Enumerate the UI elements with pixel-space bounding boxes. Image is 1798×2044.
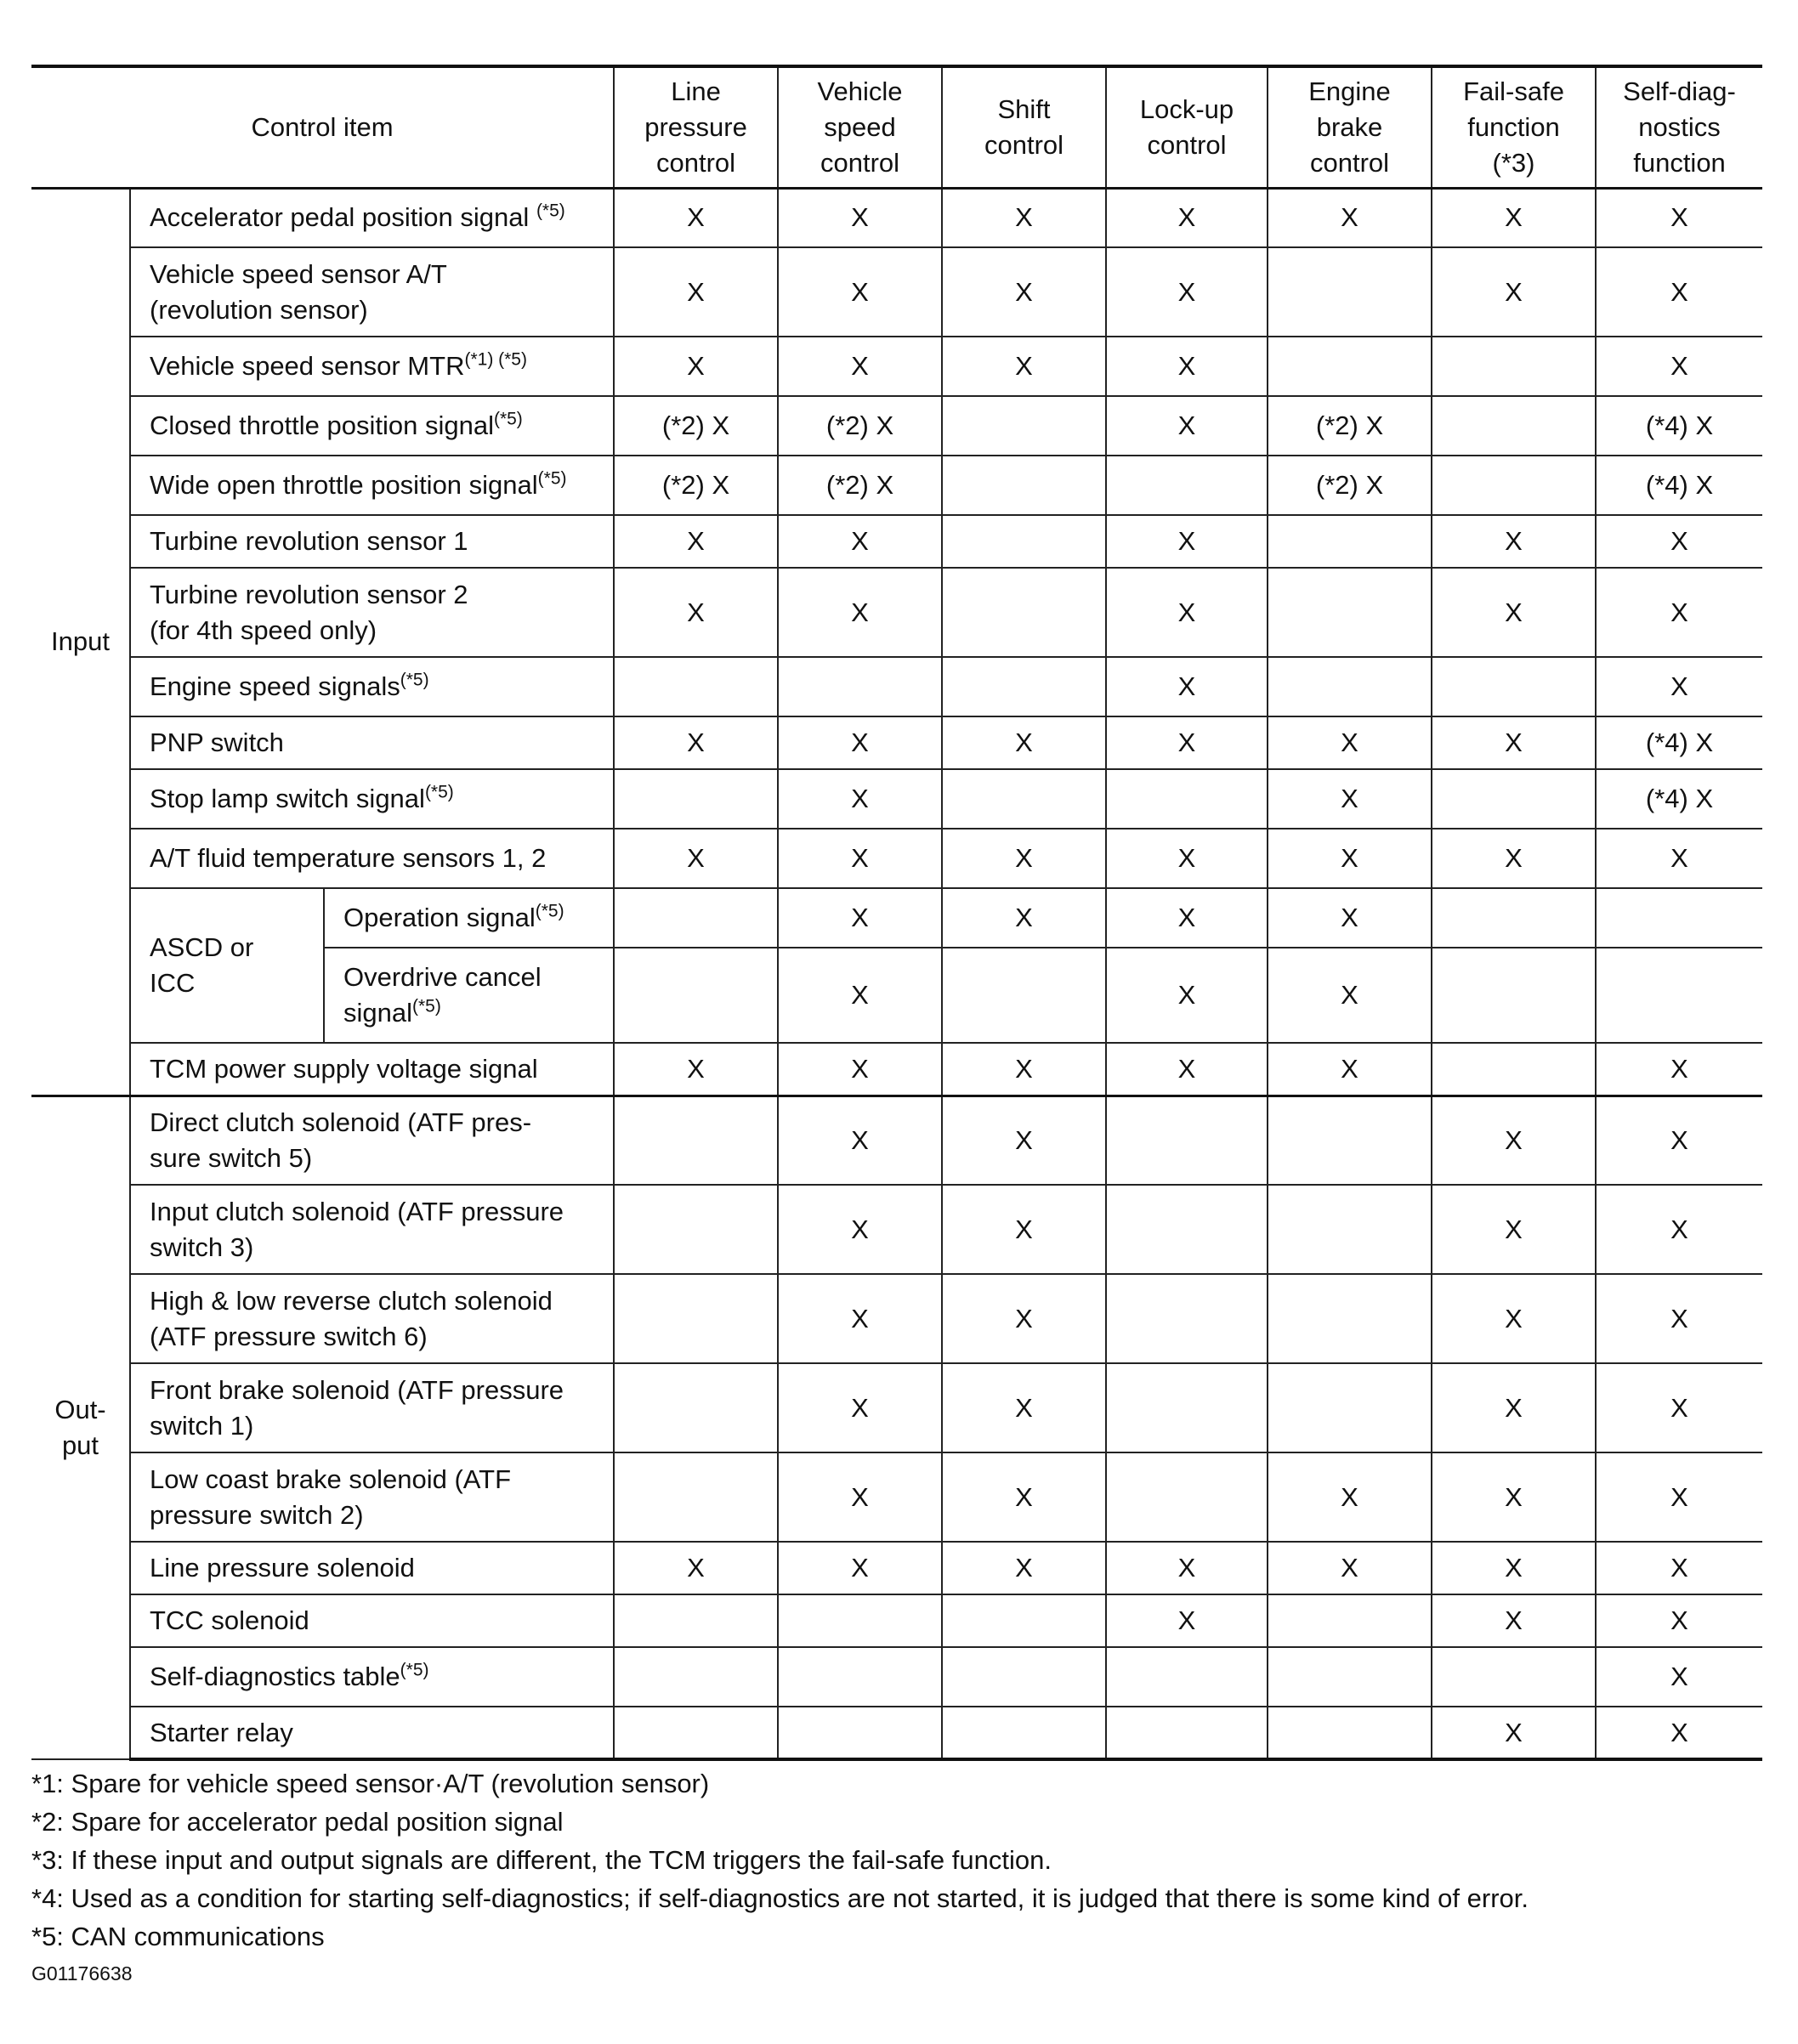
row-label <box>130 1594 614 1647</box>
mark-cell: (*2) X <box>614 456 778 515</box>
mark-cell: X <box>1596 568 1762 657</box>
mark-cell <box>778 1707 942 1759</box>
row-label <box>130 1043 614 1096</box>
header-line: Line <box>671 76 721 106</box>
mark-cell: X <box>778 948 942 1043</box>
control-item-document <box>31 65 1762 1985</box>
mark-cell <box>1432 948 1596 1043</box>
mark-cell <box>1596 888 1762 948</box>
mark-cell <box>1432 657 1596 716</box>
table-row <box>31 1185 1762 1274</box>
group-label-line: Out- <box>54 1394 106 1424</box>
row-label <box>130 657 614 716</box>
mark-cell: X <box>1432 1274 1596 1363</box>
row-label <box>130 515 614 568</box>
mark-cell <box>942 515 1106 568</box>
header-line: Shift <box>997 93 1051 124</box>
mark-cell <box>614 1707 778 1759</box>
label-line: Vehicle speed sensor MTR <box>150 351 465 381</box>
footnote: *2: Spare for accelerator pedal position signal <box>31 1807 564 1837</box>
label-line: A/T fluid temperature sensors 1, 2 <box>150 843 547 873</box>
mark-cell <box>1596 948 1762 1043</box>
mark-cell <box>1268 1274 1432 1363</box>
mark-cell: X <box>778 1096 942 1185</box>
mark-cell: X <box>778 1043 942 1096</box>
table-row <box>31 1707 1762 1759</box>
mark-cell <box>1106 1707 1268 1759</box>
table-row <box>31 1647 1762 1707</box>
col-lockup <box>1106 66 1268 188</box>
header-line: nostics <box>1638 111 1721 142</box>
mark-cell: X <box>1596 1363 1762 1452</box>
mark-cell: X <box>942 1096 1106 1185</box>
mark-cell <box>614 1096 778 1185</box>
mark-cell: X <box>1268 948 1432 1043</box>
table-row <box>31 657 1762 716</box>
mark-cell: (*2) X <box>1268 456 1432 515</box>
mark-cell <box>942 456 1106 515</box>
mark-cell: X <box>1432 716 1596 769</box>
mark-cell: X <box>1106 568 1268 657</box>
mark-cell: X <box>942 337 1106 396</box>
table-row <box>31 515 1762 568</box>
mark-cell: X <box>1268 769 1432 829</box>
mark-cell: X <box>942 247 1106 337</box>
table-row <box>31 247 1762 337</box>
mark-cell <box>1432 888 1596 948</box>
mark-cell <box>1432 456 1596 515</box>
row-label <box>324 948 614 1043</box>
label-line: Operation signal <box>343 903 536 932</box>
label-line: Self-diagnostics table <box>150 1662 400 1691</box>
mark-cell: X <box>1596 1647 1762 1707</box>
row-label <box>130 1274 614 1363</box>
label-line: Direct clutch solenoid (ATF pres- <box>150 1107 532 1137</box>
mark-cell: X <box>778 716 942 769</box>
mark-cell: X <box>778 829 942 888</box>
mark-cell: X <box>614 1043 778 1096</box>
label-line: Engine speed signals <box>150 671 400 701</box>
mark-cell: (*4) X <box>1596 769 1762 829</box>
header-line: Engine <box>1308 76 1391 106</box>
mark-cell <box>778 1594 942 1647</box>
header-line: Fail-safe <box>1463 76 1564 106</box>
label-line: sure switch 5) <box>150 1142 313 1173</box>
header-line: control <box>820 147 900 178</box>
mark-cell: X <box>1106 657 1268 716</box>
mark-cell <box>1106 1647 1268 1707</box>
mark-cell: X <box>778 888 942 948</box>
table-row <box>31 829 1762 888</box>
mark-cell: X <box>1268 888 1432 948</box>
label-line: switch 1) <box>150 1410 254 1441</box>
mark-cell: X <box>942 1185 1106 1274</box>
label-line: TCM power supply voltage signal <box>150 1053 538 1084</box>
mark-cell <box>1268 247 1432 337</box>
mark-cell <box>1106 456 1268 515</box>
table-row <box>31 337 1762 396</box>
col-control-item: Control item <box>31 66 614 188</box>
footnote: *5: CAN communications <box>31 1922 325 1951</box>
footnote-ref: (*5) <box>536 201 565 221</box>
row-label <box>130 337 614 396</box>
mark-cell: X <box>1106 888 1268 948</box>
mark-cell: X <box>942 1043 1106 1096</box>
mark-cell: X <box>1268 716 1432 769</box>
header-line: pressure <box>644 111 747 142</box>
mark-cell: X <box>614 247 778 337</box>
mark-cell <box>1268 1096 1432 1185</box>
row-label <box>130 247 614 337</box>
mark-cell <box>1268 1647 1432 1707</box>
control-item-table <box>31 65 1762 1761</box>
mark-cell: X <box>1106 1594 1268 1647</box>
col-failsafe <box>1432 66 1596 188</box>
table-row <box>31 188 1762 247</box>
footnote-ref: (*5) <box>493 409 523 429</box>
label-line: Vehicle speed sensor A/T <box>150 258 447 289</box>
mark-cell <box>614 769 778 829</box>
mark-cell <box>942 568 1106 657</box>
label-line: Line pressure solenoid <box>150 1553 415 1583</box>
mark-cell <box>942 657 1106 716</box>
row-label <box>130 1707 614 1759</box>
mark-cell: X <box>1106 829 1268 888</box>
mark-cell: X <box>778 769 942 829</box>
header-line: brake <box>1316 111 1383 142</box>
footnote-ref: (*5) <box>400 1660 429 1680</box>
mark-cell: X <box>1432 1542 1596 1594</box>
label-line: Starter relay <box>150 1717 293 1747</box>
mark-cell: (*2) X <box>614 396 778 456</box>
mark-cell: X <box>1596 1185 1762 1274</box>
table-row <box>31 1043 1762 1096</box>
footnote-ref: (*5) <box>535 901 564 921</box>
mark-cell <box>1268 1363 1432 1452</box>
mark-cell <box>1268 1185 1432 1274</box>
table-row <box>31 1363 1762 1452</box>
col-engine-brake <box>1268 66 1432 188</box>
mark-cell: X <box>778 1274 942 1363</box>
group-ascd <box>130 888 324 1043</box>
mark-cell <box>614 1452 778 1542</box>
col-vehicle-speed <box>778 66 942 188</box>
mark-cell: X <box>1596 188 1762 247</box>
row-label <box>130 769 614 829</box>
mark-cell <box>942 396 1106 456</box>
mark-cell: X <box>1268 829 1432 888</box>
mark-cell: X <box>778 337 942 396</box>
label-line: Wide open throttle position signal <box>150 470 538 500</box>
mark-cell <box>942 948 1106 1043</box>
mark-cell <box>1268 1594 1432 1647</box>
label-line: Closed throttle position signal <box>150 410 494 440</box>
mark-cell <box>614 1363 778 1452</box>
mark-cell: X <box>614 188 778 247</box>
mark-cell: X <box>1106 247 1268 337</box>
label-line: PNP switch <box>150 728 284 757</box>
mark-cell: X <box>1106 396 1268 456</box>
table-row <box>31 769 1762 829</box>
mark-cell: (*4) X <box>1596 716 1762 769</box>
group-label-line: ASCD or <box>150 932 254 962</box>
mark-cell <box>942 1594 1106 1647</box>
group-output <box>31 1096 130 1759</box>
mark-cell: X <box>778 247 942 337</box>
table-row <box>31 1594 1762 1647</box>
label-line: signal <box>343 998 412 1028</box>
mark-cell: X <box>778 188 942 247</box>
mark-cell <box>1432 337 1596 396</box>
mark-cell: X <box>614 515 778 568</box>
header-line: (*3) <box>1492 147 1535 178</box>
table-row <box>31 888 1762 948</box>
col-line-pressure <box>614 66 778 188</box>
mark-cell: X <box>1596 1043 1762 1096</box>
mark-cell: X <box>1106 515 1268 568</box>
mark-cell: X <box>778 568 942 657</box>
mark-cell: X <box>1432 515 1596 568</box>
header-line: speed <box>824 111 896 142</box>
mark-cell: (*2) X <box>778 396 942 456</box>
table-row <box>31 1542 1762 1594</box>
label-line: Turbine revolution sensor 1 <box>150 526 468 556</box>
mark-cell: X <box>1432 1707 1596 1759</box>
mark-cell: X <box>1596 1594 1762 1647</box>
header-line: control <box>655 147 736 178</box>
mark-cell: X <box>1432 1185 1596 1274</box>
group-label-line: ICC <box>150 968 196 998</box>
label-line: (for 4th speed only) <box>150 614 377 645</box>
mark-cell <box>614 888 778 948</box>
figure-code: G01176638 <box>31 1962 133 1985</box>
label-line: (ATF pressure switch 6) <box>150 1321 428 1351</box>
row-label <box>130 568 614 657</box>
mark-cell: X <box>778 1452 942 1542</box>
row-label <box>130 829 614 888</box>
mark-cell: X <box>1596 515 1762 568</box>
mark-cell: X <box>1432 1096 1596 1185</box>
mark-cell <box>614 1594 778 1647</box>
mark-cell: X <box>942 188 1106 247</box>
mark-cell <box>614 1647 778 1707</box>
mark-cell: (*4) X <box>1596 456 1762 515</box>
mark-cell <box>614 657 778 716</box>
mark-cell: X <box>942 1452 1106 1542</box>
group-label-line: put <box>61 1430 99 1460</box>
mark-cell <box>778 1647 942 1707</box>
table-row <box>31 1274 1762 1363</box>
mark-cell: X <box>1432 188 1596 247</box>
table-row <box>31 1096 1762 1185</box>
label-line: switch 3) <box>150 1231 254 1262</box>
mark-cell <box>614 1185 778 1274</box>
label-line: TCC solenoid <box>150 1605 309 1635</box>
row-label <box>324 888 614 948</box>
mark-cell: X <box>1596 1452 1762 1542</box>
label-line: Accelerator pedal position signal <box>150 202 536 233</box>
mark-cell <box>614 1274 778 1363</box>
mark-cell <box>1268 337 1432 396</box>
mark-cell: X <box>1432 1452 1596 1542</box>
mark-cell <box>1268 568 1432 657</box>
row-label <box>130 188 614 247</box>
header-line: Lock-up <box>1139 93 1234 124</box>
mark-cell <box>614 948 778 1043</box>
footnote: *3: If these input and output signals are different, the TCM triggers the fail-safe function. <box>31 1845 1052 1875</box>
footnote-ref: (*5) <box>400 670 429 690</box>
mark-cell: X <box>1596 1542 1762 1594</box>
row-label <box>130 1647 614 1707</box>
mark-cell <box>778 657 942 716</box>
row-label <box>130 396 614 456</box>
table-row <box>31 396 1762 456</box>
label-line: pressure switch 2) <box>150 1499 364 1530</box>
mark-cell: X <box>778 1542 942 1594</box>
mark-cell <box>942 769 1106 829</box>
row-label <box>130 1363 614 1452</box>
mark-cell: X <box>1596 1707 1762 1759</box>
mark-cell: X <box>1106 1043 1268 1096</box>
mark-cell: X <box>1432 1594 1596 1647</box>
row-label <box>130 1185 614 1274</box>
label-line: Low coast brake solenoid (ATF <box>150 1464 512 1494</box>
footnote-ref: (*5) <box>537 468 567 489</box>
mark-cell: X <box>1596 247 1762 337</box>
label-line: Stop lamp switch signal <box>150 784 425 813</box>
mark-cell: X <box>1596 829 1762 888</box>
col-selfdiag <box>1596 66 1762 188</box>
mark-cell <box>1432 396 1596 456</box>
header-row <box>31 66 1762 188</box>
mark-cell: X <box>778 1185 942 1274</box>
header-line: function <box>1467 111 1560 142</box>
footnotes <box>31 1764 1762 1956</box>
mark-cell: (*2) X <box>1268 396 1432 456</box>
mark-cell <box>1106 769 1268 829</box>
mark-cell: X <box>614 1542 778 1594</box>
mark-cell: (*2) X <box>778 456 942 515</box>
mark-cell: X <box>614 337 778 396</box>
mark-cell: X <box>942 1363 1106 1452</box>
mark-cell: X <box>1106 337 1268 396</box>
mark-cell: X <box>1106 1542 1268 1594</box>
header-line: control <box>1147 129 1227 160</box>
mark-cell <box>942 1707 1106 1759</box>
mark-cell: X <box>942 716 1106 769</box>
mark-cell <box>1268 515 1432 568</box>
mark-cell: X <box>1432 568 1596 657</box>
col-shift <box>942 66 1106 188</box>
mark-cell <box>1106 1452 1268 1542</box>
mark-cell <box>1268 1707 1432 1759</box>
table-row <box>31 1452 1762 1542</box>
row-label <box>130 1542 614 1594</box>
mark-cell: X <box>942 1542 1106 1594</box>
mark-cell: X <box>1268 1452 1432 1542</box>
footnote: *1: Spare for vehicle speed sensor·A/T (revolution sensor) <box>31 1769 710 1798</box>
mark-cell <box>1432 769 1596 829</box>
mark-cell <box>1268 657 1432 716</box>
table-body <box>31 188 1762 1759</box>
label-line: Input clutch solenoid (ATF pressure <box>150 1196 564 1226</box>
group-input: Input <box>31 188 130 1096</box>
mark-cell: X <box>614 829 778 888</box>
mark-cell <box>1106 1274 1268 1363</box>
mark-cell: X <box>1268 1043 1432 1096</box>
table-row <box>31 716 1762 769</box>
footnote-ref: (*5) <box>424 782 454 802</box>
table-row <box>31 568 1762 657</box>
mark-cell <box>942 1647 1106 1707</box>
header-line: Self-diag- <box>1623 76 1736 106</box>
row-label <box>130 716 614 769</box>
mark-cell: X <box>1106 948 1268 1043</box>
footnote-ref: (*5) <box>412 996 441 1016</box>
mark-cell: X <box>1432 1363 1596 1452</box>
mark-cell: X <box>942 1274 1106 1363</box>
label-line: Front brake solenoid (ATF pressure <box>150 1374 564 1405</box>
footnote-ref: (*1) (*5) <box>464 349 527 370</box>
row-label <box>130 1452 614 1542</box>
mark-cell: (*4) X <box>1596 396 1762 456</box>
mark-cell: X <box>1596 657 1762 716</box>
header-line: function <box>1633 147 1726 178</box>
header-line: Vehicle <box>817 76 903 106</box>
mark-cell <box>1106 1096 1268 1185</box>
mark-cell: X <box>1268 1542 1432 1594</box>
mark-cell: X <box>1106 188 1268 247</box>
mark-cell: X <box>1596 1096 1762 1185</box>
mark-cell: X <box>614 568 778 657</box>
mark-cell: X <box>778 515 942 568</box>
label-line: (revolution sensor) <box>150 294 368 325</box>
mark-cell <box>1106 1363 1268 1452</box>
mark-cell: X <box>1596 1274 1762 1363</box>
mark-cell: X <box>614 716 778 769</box>
mark-cell: X <box>1432 247 1596 337</box>
mark-cell: X <box>942 829 1106 888</box>
mark-cell: X <box>942 888 1106 948</box>
footnote: *4: Used as a condition for starting self-diagnostics; if self-diagnostics are not started, it is judged that there is some kind of error. <box>31 1883 1529 1913</box>
mark-cell <box>1432 1647 1596 1707</box>
mark-cell: X <box>1432 829 1596 888</box>
table-row <box>31 456 1762 515</box>
mark-cell: X <box>1596 337 1762 396</box>
label-line: Turbine revolution sensor 2 <box>150 579 468 609</box>
header-line: control <box>984 129 1064 160</box>
label-line: High & low reverse clutch solenoid <box>150 1285 553 1316</box>
mark-cell: X <box>1268 188 1432 247</box>
label-line: Overdrive cancel <box>343 962 542 992</box>
header-line: control <box>1309 147 1390 178</box>
mark-cell <box>1106 1185 1268 1274</box>
mark-cell: X <box>778 1363 942 1452</box>
mark-cell <box>1432 1043 1596 1096</box>
row-label <box>130 1096 614 1185</box>
row-label <box>130 456 614 515</box>
mark-cell: X <box>1106 716 1268 769</box>
